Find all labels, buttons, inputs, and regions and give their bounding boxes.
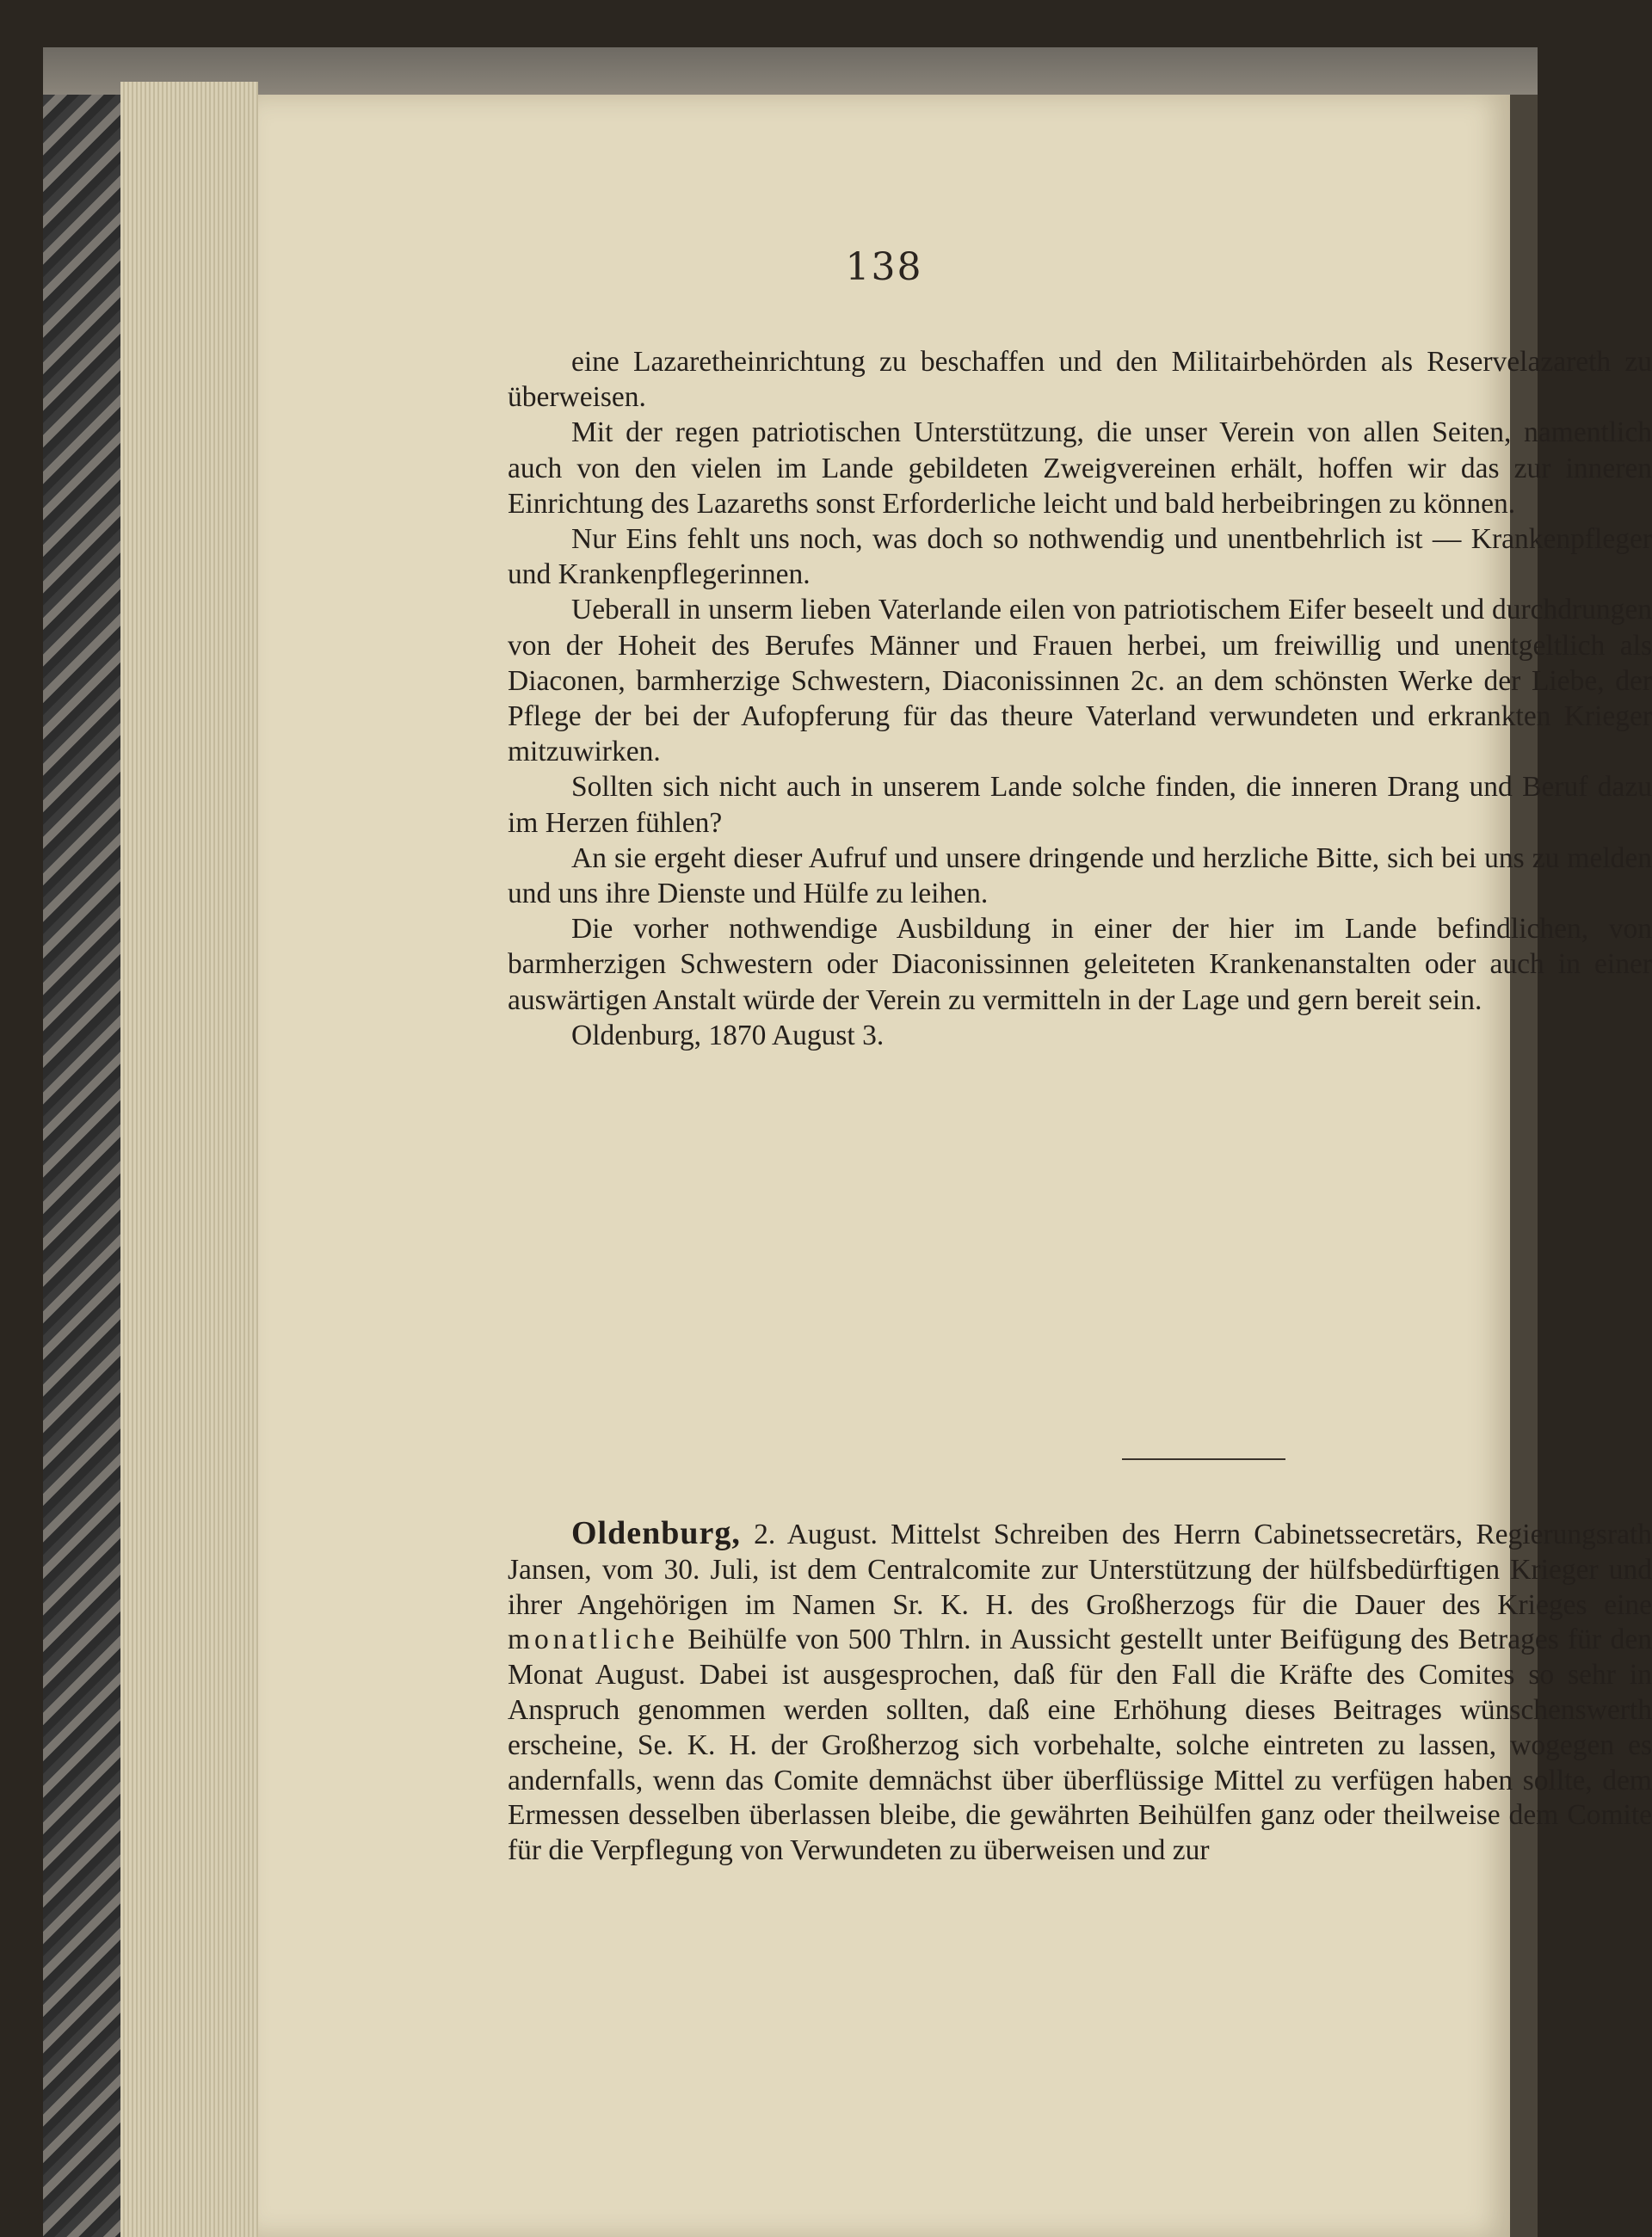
emphasized-word: monatliche bbox=[508, 1624, 679, 1656]
book-page bbox=[258, 95, 1652, 2237]
news-text-part1: 2. August. Mittelst Schreiben des Herrn Cabinetssecretärs, Regierungsrath Jansen, vom 30. Juli, ist dem Centralcomite zur Unterstützung der hülfsbedürftigen Krieger und ihrer Angehörigen im Namen Sr. K. H. des Großherzogs für die Dauer des Krieges eine bbox=[508, 1519, 1652, 1621]
paragraph: Die vorher nothwendige Ausbildung in einer der hier im Lande befindlichen, von barmherzigen Schwestern oder Diaconissinnen geleiteten Krankenanstalten oder auch in einer auswärtigen Anstalt würde der Verein zu vermitteln in der Lage und gern bereit sein. bbox=[508, 913, 1652, 1016]
paragraph: An sie ergeht dieser Aufruf und unsere dringende und herzliche Bitte, sich bei uns zu melden und uns ihre Dienste und Hülfe zu leihen. bbox=[508, 841, 1652, 910]
dateline: Oldenburg, 1870 August 3. bbox=[571, 1019, 885, 1051]
book-cover-top bbox=[43, 47, 1538, 99]
paragraph: eine Lazaretheinrichtung zu beschaffen und den Militairbehörden als Reservelazareth zu überweisen. bbox=[508, 346, 1652, 414]
section-divider bbox=[1122, 1458, 1285, 1460]
paragraph: Sollten sich nicht auch in unserem Lande solche finden, die inneren Drang und Beruf dazu im Herzen fühlen? bbox=[508, 771, 1652, 839]
news-paragraph bbox=[508, 1516, 1652, 1869]
news-text-part2: Beihülfe von 500 Thlrn. in Aussicht gestellt unter Beifügung des Betrages für den Monat August. Dabei ist ausgesprochen, daß für den Fall die Kräfte des Comites so sehr in Anspruch genommen werden sollten, daß eine Erhöhung dieses Beitrages wünschenswerth erscheine, Se. K. H. der Großherzog sich vorbehalte, solche eintreten zu lassen, wogegen es andernfalls, wenn das Comite demnächst über überflüssige Mittel zu verfügen haben sollte, dem Ermessen desselben überlassen bleibe, die gewährten Beihülfen ganz oder theilweise dem Comite für die Verpflegung von Verwundeten zu überweisen und zur bbox=[508, 1624, 1652, 1867]
appeal-text bbox=[508, 344, 1652, 1053]
paragraph: Ueberall in unserm lieben Vaterlande eilen von patriotischem Eifer beseelt und durchdrungen von der Hoheit des Berufes Männer und Frauen herbei, um freiwillig und unentgeltlich als Diaconen, barmherzige Schwestern, Diaconissinnen 2c. an dem schönsten Werke der Liebe, der Pflege der bei der Aufopferung für das theure Vaterland verwundeten und erkrankten Krieger mitzuwirken. bbox=[508, 594, 1652, 768]
paragraph: Nur Eins fehlt uns noch, was doch so nothwendig und unentbehrlich ist — Krankenpfleger und Krankenpflegerinnen. bbox=[508, 523, 1652, 591]
page-stack-edge bbox=[120, 82, 258, 2237]
place-headword: Oldenburg, bbox=[571, 1515, 741, 1551]
paragraph: Mit der regen patriotischen Unterstützung, die unser Verein von allen Seiten, namentlich auch von den vielen im Lande gebildeten Zweigvereinen erhält, hoffen wir das zur inneren Einrichtung des Lazareths sonst Erforderliche leicht und bald herbeibringen zu können. bbox=[508, 416, 1652, 520]
news-item bbox=[508, 1516, 1652, 1869]
page-number: 138 bbox=[845, 245, 923, 289]
book-spine bbox=[43, 95, 120, 2237]
